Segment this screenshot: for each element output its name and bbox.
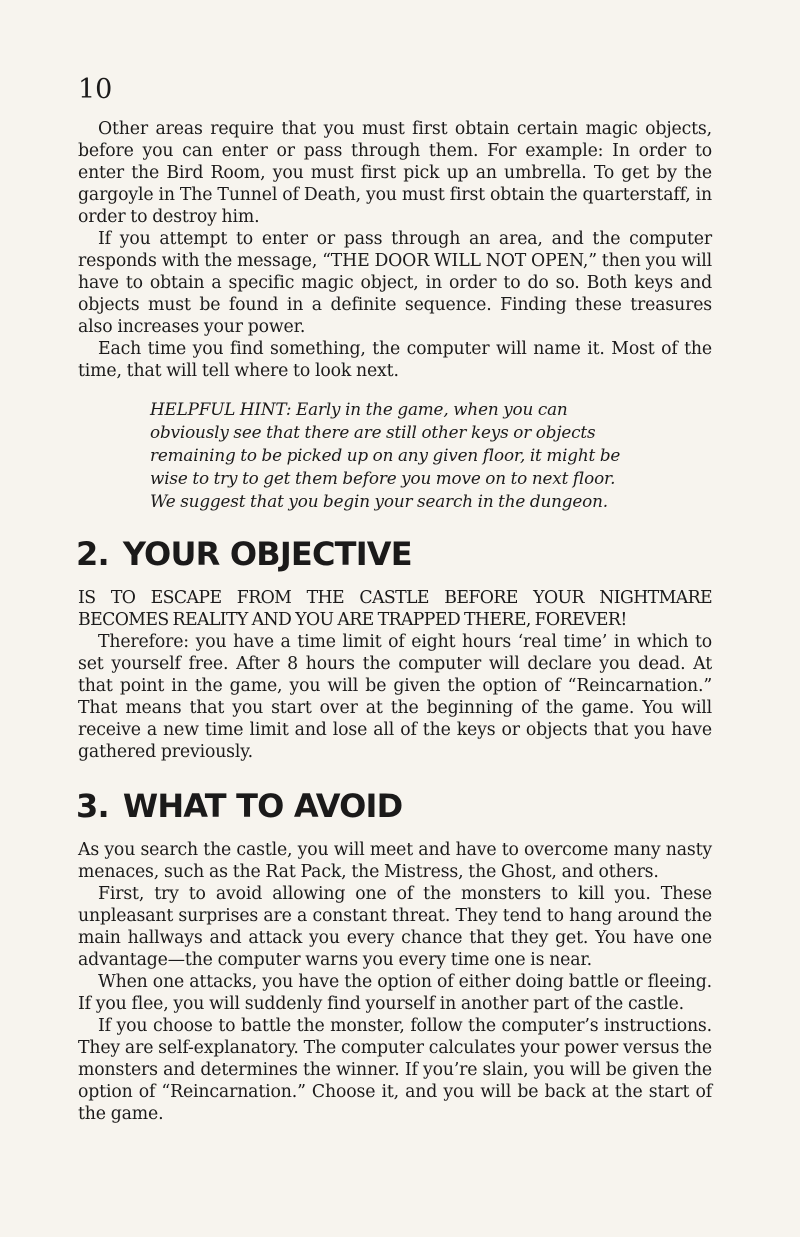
section-title: YOUR OBJECTIVE [122, 535, 412, 573]
avoid-lead: As you search the castle, you will meet and have to overcome many nasty menaces, such as the Rat Pack, the Mistress, the Ghost, and others. [78, 840, 712, 882]
intro-paragraph-2: If you attempt to enter or pass through an area, and the computer responds with the message, “THE DOOR WILL NOT OPEN,” then you will have to obtain a specific magic object, in order to do so. Both keys and objects must be found in a definite sequence. Finding these treasures also increases your power. [78, 229, 712, 337]
page-content [78, 118, 712, 1125]
section-number: 2. [76, 535, 109, 573]
avoid-paragraph-1: First, try to avoid allowing one of the monsters to kill you. These unpleasant surprises are a constant threat. They tend to hang around the main hallways and attack you every chance that they get. You have one advantage—the computer warns you every time one is near. [78, 884, 712, 970]
intro-paragraph-3: Each time you find something, the computer will name it. Most of the time, that will tell where to look next. [78, 339, 712, 381]
avoid-paragraph-2: When one attacks, you have the option of either doing battle or fleeing. If you flee, you will suddenly find yourself in another part of the castle. [78, 972, 712, 1014]
section-heading-objective [76, 535, 712, 573]
section-heading-avoid [76, 787, 712, 825]
section-title: WHAT TO AVOID [122, 787, 403, 825]
intro-paragraph-1: Other areas require that you must first obtain certain magic objects, before you can enter or pass through them. For example: In order to enter the Bird Room, you must first pick up an umbrella. To get by the gargoyle in The Tunnel of Death, you must first obtain the quarterstaff, in order to destroy him. [78, 119, 712, 227]
section-number: 3. [76, 787, 109, 825]
objective-paragraph: Therefore: you have a time limit of eight hours ‘real time’ in which to set yourself free. After 8 hours the computer will declare you dead. At that point in the game, you will be given the option of “Reincarnation.” That means that you start over at the beginning of the game. You will receive a new time limit and lose all of the keys or objects that you have gathered previously. [78, 632, 712, 762]
objective-lead: IS TO ESCAPE FROM THE CASTLE BEFORE YOUR NIGHTMARE BECOMES REALITY AND YOU ARE TRAPPED THERE, FOREVER! [78, 588, 712, 630]
helpful-hint: HELPFUL HINT: Early in the game, when you can obviously see that there are still other keys or objects remaining to be picked up on any given floor, it might be wise to try to get them before you move on to next floor. We suggest that you begin your search in the dungeon. [150, 399, 621, 511]
avoid-paragraph-3: If you choose to battle the monster, follow the computer’s instructions. They are self-explanatory. The computer calculates your power versus the monsters and determines the winner. If you’re slain, you will be given the option of “Reincarnation.” Choose it, and you will be back at the start of the game. [78, 1016, 712, 1124]
page-number: 10 [78, 74, 113, 105]
